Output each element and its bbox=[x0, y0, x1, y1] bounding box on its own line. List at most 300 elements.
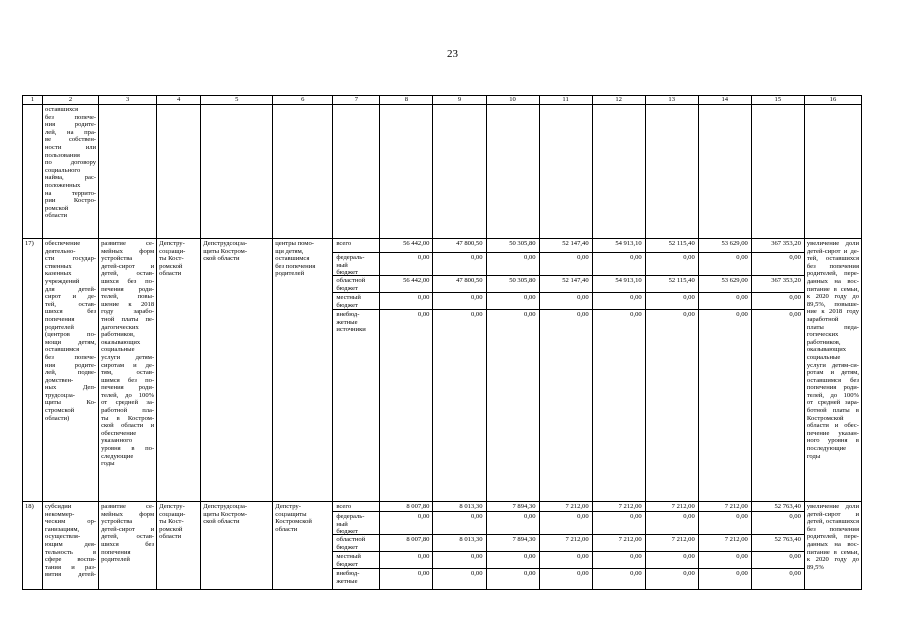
text-line: тной платы пе- bbox=[101, 315, 155, 323]
funding-amount: 56 442,00 bbox=[403, 240, 430, 247]
text-line: данных на вос- bbox=[806, 540, 859, 548]
text-line: мощи детям, bbox=[45, 338, 97, 346]
text-line: к 2020 году до bbox=[806, 293, 859, 301]
text-line: Депструдсоцза- bbox=[203, 240, 248, 247]
text-line: мейных форм bbox=[101, 510, 155, 518]
funding-amount: 7 212,00 bbox=[724, 503, 748, 510]
funding-source-label bbox=[333, 292, 379, 309]
funding-amount: 0,00 bbox=[593, 551, 645, 568]
text-line: родителей bbox=[101, 556, 130, 564]
funding-amount: 7 894,30 bbox=[487, 534, 539, 551]
text-line: социального bbox=[45, 166, 81, 174]
text-line: сирот и де- bbox=[45, 293, 97, 301]
text-line: ромской bbox=[159, 525, 183, 533]
funding-amount: 0,00 bbox=[487, 568, 539, 589]
measure-name bbox=[43, 239, 99, 502]
text-line: питание в семьи, bbox=[806, 285, 859, 293]
text-line: детей, остав- bbox=[101, 270, 155, 278]
text-line: некоммер- bbox=[45, 510, 75, 518]
text-line: на террито- bbox=[45, 189, 97, 197]
text-line: лей, на пра- bbox=[45, 128, 97, 136]
funding-amount: 7 212,00 bbox=[593, 534, 645, 551]
text-line: услуги детям-си- bbox=[806, 361, 859, 369]
text-line: бюджет bbox=[336, 284, 358, 292]
funding-amount: 0,00 bbox=[699, 292, 751, 309]
text-line: федераль- bbox=[336, 513, 365, 520]
year-column-2 bbox=[433, 239, 486, 502]
funding-amount: 0,00 bbox=[433, 511, 485, 534]
column-number-6: 6 bbox=[273, 96, 333, 105]
text-line: работников, bbox=[101, 331, 135, 339]
funding-amount: 0,00 bbox=[433, 292, 485, 309]
text-line: детей-сирот и bbox=[101, 525, 155, 533]
text-line: оказывающих bbox=[806, 346, 847, 354]
funding-amount: 0,00 bbox=[699, 568, 751, 589]
column-number-11: 11 bbox=[539, 96, 592, 105]
text-line: области bbox=[159, 533, 182, 541]
funding-amount: 0,00 bbox=[380, 551, 432, 568]
text-line: детей, оставшихся bbox=[806, 518, 859, 526]
text-line: попечения bbox=[101, 548, 131, 556]
text-line: устройства bbox=[101, 255, 133, 263]
funding-amount: 8 007,80 bbox=[406, 503, 430, 510]
funding-amount: 0,00 bbox=[699, 551, 751, 568]
text-line: бюджет bbox=[336, 301, 358, 309]
text-line: ротам и детям, bbox=[806, 369, 859, 377]
text-line: Депструдсоцза- bbox=[203, 503, 248, 510]
text-line: пользования bbox=[45, 151, 80, 159]
budget-table bbox=[22, 95, 862, 590]
text-line: развитие се- bbox=[101, 240, 155, 247]
funding-amount: 52 147,40 bbox=[562, 240, 589, 247]
funding-amount: 47 800,50 bbox=[433, 275, 485, 292]
text-line: (центров по- bbox=[45, 331, 97, 339]
funding-amount: 0,00 bbox=[433, 252, 485, 275]
funding-amount: 52 147,40 bbox=[540, 275, 592, 292]
total-column bbox=[751, 502, 804, 590]
text-line: ромской bbox=[159, 262, 183, 270]
text-line: внебюд- bbox=[336, 570, 360, 577]
funding-amount: 0,00 bbox=[646, 551, 698, 568]
funding-amount: 0,00 bbox=[540, 292, 592, 309]
text-line: местный bbox=[336, 294, 361, 301]
text-line: развитие се- bbox=[101, 503, 155, 510]
text-line: обеспечение bbox=[45, 240, 81, 247]
funding-amount: 0,00 bbox=[380, 568, 432, 589]
column-number-9: 9 bbox=[433, 96, 486, 105]
funding-amount: 8 013,30 bbox=[433, 534, 485, 551]
funding-amount: 0,00 bbox=[752, 568, 804, 589]
column-number-13: 13 bbox=[645, 96, 698, 105]
text-line: области) bbox=[45, 414, 70, 422]
column-number-1: 1 bbox=[23, 96, 43, 105]
text-line: соцзащи- bbox=[159, 247, 186, 255]
funding-amount: 52 115,40 bbox=[646, 275, 698, 292]
text-line: родителей, пере- bbox=[806, 533, 859, 541]
text-line: заработной bbox=[806, 315, 839, 323]
text-line: центры помо- bbox=[275, 240, 314, 247]
text-line: последующие bbox=[806, 445, 847, 453]
funding-amount: 0,00 bbox=[433, 568, 485, 589]
text-line: родителей, пере- bbox=[806, 270, 859, 278]
funding-amount: 0,00 bbox=[380, 309, 432, 491]
funding-amount: 0,00 bbox=[593, 511, 645, 534]
text-line: ской области bbox=[203, 255, 240, 263]
text-line: бюджет bbox=[336, 269, 358, 277]
measure-name bbox=[43, 502, 99, 590]
text-line: без попечения bbox=[806, 262, 859, 270]
text-line: соцзащиты bbox=[275, 510, 307, 518]
text-line: социальные bbox=[101, 346, 135, 354]
text-line: щиты Костром- bbox=[203, 247, 248, 255]
funding-amount: 0,00 bbox=[699, 309, 751, 491]
text-line: ный bbox=[336, 520, 348, 528]
text-line: Депстру- bbox=[275, 503, 301, 510]
text-line: оставшимся bbox=[275, 255, 310, 263]
text-line: ческим ор- bbox=[45, 518, 97, 526]
funding-amount: 8 013,30 bbox=[459, 503, 483, 510]
year-column-3 bbox=[486, 239, 539, 502]
text-line: ты Кост- bbox=[159, 255, 184, 263]
funding-amount: 0,00 bbox=[646, 511, 698, 534]
text-line: рии Костро- bbox=[45, 197, 97, 205]
text-line: ве собствен- bbox=[45, 136, 97, 144]
text-line: без попече- bbox=[45, 113, 97, 121]
text-line: источники bbox=[336, 326, 366, 334]
funding-source-label bbox=[333, 275, 379, 292]
funding-amount: 0,00 bbox=[380, 292, 432, 309]
text-line: оставшихся bbox=[45, 106, 79, 113]
text-line: осуществля- bbox=[45, 533, 81, 541]
text-line: от средней за- bbox=[101, 399, 155, 407]
text-line: попечения роди- bbox=[806, 384, 859, 392]
customer bbox=[157, 502, 201, 590]
text-line: сиротам и де- bbox=[101, 361, 155, 369]
funding-amount: 0,00 bbox=[487, 511, 539, 534]
text-line: телей, до 100% bbox=[806, 391, 859, 399]
column-number-8: 8 bbox=[380, 96, 433, 105]
text-line: к 2020 году до bbox=[806, 556, 859, 564]
funding-amount: 0,00 bbox=[646, 292, 698, 309]
text-line: телей, до 100% bbox=[101, 391, 155, 399]
text-line: Депстру- bbox=[159, 240, 185, 247]
table-row-18 bbox=[23, 502, 862, 590]
funding-amount: 47 800,50 bbox=[456, 240, 483, 247]
text-line: домствен- bbox=[45, 376, 74, 384]
text-line: области и обес- bbox=[806, 422, 859, 430]
responsible-executor bbox=[201, 502, 273, 590]
funding-amount: 52 763,40 bbox=[752, 534, 804, 551]
funding-amount: 0,00 bbox=[487, 252, 539, 275]
text-line: увеличение доли bbox=[806, 240, 859, 247]
column-number-2: 2 bbox=[43, 96, 99, 105]
column-number-4: 4 bbox=[157, 96, 201, 105]
text-line: ромской bbox=[45, 204, 69, 212]
text-line: ганизациям, bbox=[45, 525, 80, 533]
text-line: бюджет bbox=[336, 543, 358, 551]
text-line: социальные bbox=[806, 353, 841, 361]
text-line: данных на вос- bbox=[806, 277, 859, 285]
funding-amount: 0,00 bbox=[593, 292, 645, 309]
funding-amount: 0,00 bbox=[752, 309, 804, 491]
responsible-executor bbox=[201, 239, 273, 502]
funding-amount: 0,00 bbox=[487, 292, 539, 309]
participant bbox=[273, 502, 333, 590]
cell-measure bbox=[43, 105, 99, 239]
year-column-4 bbox=[539, 502, 592, 590]
expected-result bbox=[804, 239, 861, 502]
funding-amount: 367 353,20 bbox=[752, 275, 804, 292]
funding-amount: 52 115,40 bbox=[668, 240, 695, 247]
column-number-3: 3 bbox=[99, 96, 157, 105]
funding-amount: 0,00 bbox=[752, 252, 804, 275]
text-line: без попечения bbox=[275, 262, 316, 270]
text-line: 89,5%, повыше- bbox=[806, 300, 859, 308]
column-number-10: 10 bbox=[486, 96, 539, 105]
funding-amount: 0,00 bbox=[380, 252, 432, 275]
text-line: детей, остав- bbox=[101, 533, 155, 541]
table-row-continued bbox=[23, 105, 862, 239]
text-line: шихся без bbox=[101, 540, 155, 548]
year-column-5 bbox=[592, 502, 645, 590]
text-line: трудсоцза- bbox=[45, 391, 75, 399]
text-line: ния родите- bbox=[45, 121, 97, 129]
funding-amount: 0,00 bbox=[752, 292, 804, 309]
funding-amount: 0,00 bbox=[487, 309, 539, 491]
table-row-17 bbox=[23, 239, 862, 502]
text-line: ботной платы в bbox=[806, 407, 859, 415]
text-line: области bbox=[45, 212, 68, 220]
column-number-5: 5 bbox=[201, 96, 273, 105]
text-line: ных Деп- bbox=[45, 384, 97, 392]
funding-amount: 8 007,80 bbox=[380, 534, 432, 551]
text-line: ской области и bbox=[101, 422, 155, 430]
text-line: шимся без по- bbox=[101, 376, 155, 384]
row-number: 17) bbox=[23, 239, 43, 502]
funding-amount: 0,00 bbox=[380, 511, 432, 534]
text-line: дагогических bbox=[101, 323, 139, 331]
funding-amount: 0,00 bbox=[752, 551, 804, 568]
funding-amount: 0,00 bbox=[487, 551, 539, 568]
year-column-4 bbox=[539, 239, 592, 502]
text-line: ющим дея- bbox=[45, 540, 97, 548]
funding-source-label bbox=[333, 252, 379, 275]
funding-amount: 7 212,00 bbox=[699, 534, 751, 551]
measure-text bbox=[45, 106, 96, 220]
text-line: области bbox=[275, 525, 298, 533]
text-line: ты Кост- bbox=[159, 518, 184, 526]
text-line: без попече- bbox=[45, 353, 97, 361]
funding-source-label bbox=[333, 551, 379, 568]
text-line: найма, рас- bbox=[45, 174, 97, 182]
funding-source-label bbox=[333, 534, 379, 551]
text-line: Костромской bbox=[806, 414, 844, 422]
text-line: родителей bbox=[275, 270, 305, 278]
text-line: печения роди- bbox=[101, 285, 155, 293]
text-line: тей, оставшихся bbox=[806, 255, 859, 263]
text-line: вития детей- bbox=[45, 571, 97, 579]
funding-amount: 367 353,20 bbox=[771, 240, 801, 247]
text-line: печение указан- bbox=[806, 429, 859, 437]
text-line: годы bbox=[101, 460, 115, 468]
text-line: от средней зара- bbox=[806, 399, 859, 407]
text-line: щиты Ко- bbox=[45, 399, 97, 407]
year-column-2 bbox=[433, 502, 486, 590]
text-line: учреждений bbox=[45, 277, 80, 285]
total-column bbox=[751, 239, 804, 502]
funding-amount: 0,00 bbox=[433, 309, 485, 491]
text-line: устройства bbox=[101, 518, 133, 526]
year-column-5 bbox=[592, 239, 645, 502]
funding-amount: 7 212,00 bbox=[540, 534, 592, 551]
funding-amount: 7 894,30 bbox=[512, 503, 536, 510]
funding-source-column bbox=[333, 239, 380, 502]
text-line: Депстру- bbox=[159, 503, 185, 510]
text-line: соцзащи- bbox=[159, 510, 186, 518]
year-column-1 bbox=[380, 502, 433, 590]
text-line: обеспечение bbox=[101, 429, 137, 437]
text-line: субсидии bbox=[45, 503, 72, 510]
text-line: тей, остав- bbox=[45, 300, 97, 308]
funding-amount: 0,00 bbox=[593, 568, 645, 589]
text-line: ственных bbox=[45, 262, 72, 270]
funding-amount: 0,00 bbox=[540, 511, 592, 534]
year-column-1 bbox=[380, 239, 433, 502]
text-line: щи детям, bbox=[275, 247, 304, 255]
funding-amount: 0,00 bbox=[540, 252, 592, 275]
text-line: услуги детям- bbox=[101, 353, 155, 361]
year-column-6 bbox=[645, 239, 698, 502]
text-line: жетные bbox=[336, 577, 358, 585]
customer bbox=[157, 239, 201, 502]
text-line: шихся без по- bbox=[101, 277, 155, 285]
year-column-6 bbox=[645, 502, 698, 590]
funding-source-label bbox=[333, 568, 379, 589]
funding-amount: 54 913,10 bbox=[593, 275, 645, 292]
funding-amount: 53 629,00 bbox=[721, 240, 748, 247]
text-line: ный bbox=[336, 261, 348, 269]
funding-source-column bbox=[333, 502, 380, 590]
text-line: ние к 2018 году bbox=[806, 308, 859, 316]
text-line: сфере воспи- bbox=[45, 556, 97, 564]
funding-amount: 50 305,80 bbox=[487, 275, 539, 292]
text-line: гогических bbox=[806, 331, 839, 339]
text-line: указанного bbox=[101, 437, 133, 445]
funding-source-label bbox=[333, 502, 379, 511]
text-line: работников, bbox=[806, 338, 841, 346]
text-line: печения роди- bbox=[101, 384, 155, 392]
row-number: 18) bbox=[23, 502, 43, 590]
text-line: ного уровня в bbox=[806, 437, 859, 445]
page-number: 23 bbox=[447, 48, 458, 60]
text-line: оставшимся bbox=[45, 346, 80, 354]
funding-source-label bbox=[333, 511, 379, 534]
funding-amount: 0,00 bbox=[646, 309, 698, 491]
funding-amount: 0,00 bbox=[699, 511, 751, 534]
text-line: областной bbox=[336, 277, 366, 284]
text-line: местный bbox=[336, 553, 361, 560]
text-line: оказывающих bbox=[101, 338, 141, 346]
text-line: сти государ- bbox=[45, 255, 97, 263]
text-line: щиты Костром- bbox=[203, 510, 248, 518]
text-line: без попечения bbox=[806, 525, 859, 533]
year-column-3 bbox=[486, 502, 539, 590]
funding-amount: 0,00 bbox=[699, 252, 751, 275]
text-line: для детей- bbox=[45, 285, 97, 293]
text-line: лей, подве- bbox=[45, 369, 97, 377]
text-line: детей-сирот и де- bbox=[806, 247, 859, 255]
text-line: ской области bbox=[203, 518, 240, 526]
text-line: по договору bbox=[45, 159, 97, 167]
column-number-15: 15 bbox=[751, 96, 804, 105]
text-line: детей-сирот и bbox=[101, 262, 155, 270]
text-line: работной пла- bbox=[101, 407, 155, 415]
text-line: положенных bbox=[45, 181, 81, 189]
text-line: бюджет bbox=[336, 560, 358, 568]
funding-amount: 0,00 bbox=[433, 551, 485, 568]
funding-amount: 0,00 bbox=[540, 568, 592, 589]
funding-source-label bbox=[333, 239, 379, 252]
text-line: увеличение доли bbox=[806, 503, 859, 510]
funding-amount: 0,00 bbox=[593, 309, 645, 491]
funding-amount: 53 629,00 bbox=[699, 275, 751, 292]
text-line: тельность в bbox=[45, 548, 97, 556]
text-line: оставшимся без bbox=[806, 376, 859, 384]
text-line: внебюд- bbox=[336, 311, 360, 318]
text-line: Костромской bbox=[275, 518, 312, 526]
participant bbox=[273, 239, 333, 502]
funding-amount: 0,00 bbox=[540, 551, 592, 568]
text-line: всего bbox=[336, 240, 352, 247]
funding-amount: 0,00 bbox=[593, 252, 645, 275]
funding-amount: 7 212,00 bbox=[565, 503, 589, 510]
text-line: шихся без bbox=[45, 308, 97, 316]
text-line: детей-сирот и bbox=[806, 510, 859, 518]
year-column-7 bbox=[698, 502, 751, 590]
text-line: области bbox=[159, 270, 182, 278]
text-line: родителей bbox=[45, 323, 74, 331]
header-row bbox=[23, 96, 862, 105]
text-line: уровня в по- bbox=[101, 445, 155, 453]
text-line: годы bbox=[806, 452, 821, 460]
year-column-7 bbox=[698, 239, 751, 502]
funding-source-label bbox=[333, 309, 379, 491]
text-line: платы педа- bbox=[806, 323, 859, 331]
text-line: питание в семьи, bbox=[806, 548, 859, 556]
text-line: тания и раз- bbox=[45, 563, 97, 571]
text-line: тям, остав- bbox=[101, 369, 155, 377]
text-line: казенных bbox=[45, 270, 72, 278]
funding-amount: 0,00 bbox=[646, 252, 698, 275]
funding-amount: 0,00 bbox=[540, 309, 592, 491]
text-line: жетные bbox=[336, 318, 358, 326]
funding-amount: 7 212,00 bbox=[671, 503, 695, 510]
text-line: ния родите- bbox=[45, 361, 97, 369]
text-line: следующие bbox=[101, 452, 134, 460]
column-number-7: 7 bbox=[333, 96, 380, 105]
text-line: шение к 2018 bbox=[101, 300, 155, 308]
funding-amount: 50 305,80 bbox=[509, 240, 536, 247]
goal-text bbox=[99, 502, 157, 590]
column-number-14: 14 bbox=[698, 96, 751, 105]
funding-amount: 54 913,10 bbox=[615, 240, 642, 247]
column-number-16: 16 bbox=[804, 96, 861, 105]
funding-amount: 7 212,00 bbox=[618, 503, 642, 510]
text-line: бюджет bbox=[336, 528, 358, 536]
text-line: всего bbox=[336, 503, 352, 510]
column-number-12: 12 bbox=[592, 96, 645, 105]
text-line: ты в Костром- bbox=[101, 414, 155, 422]
